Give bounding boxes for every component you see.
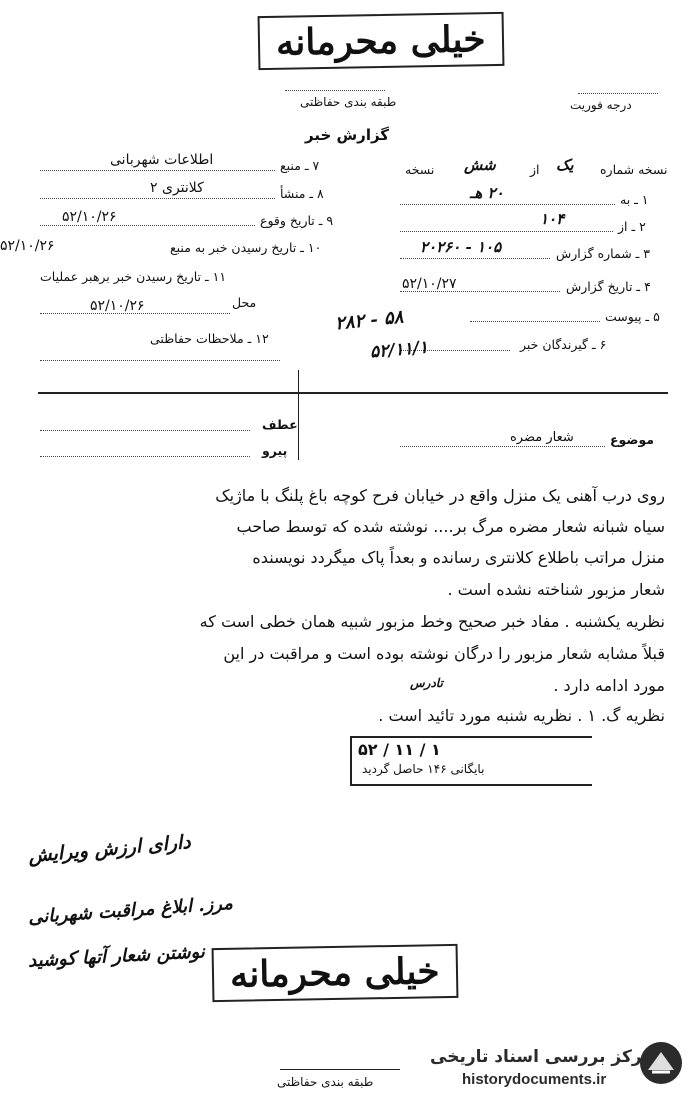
archive-stamp-date: ۵۲ / ۱۱ / ۱ <box>358 740 441 759</box>
atf-label: عطف <box>262 417 298 432</box>
watermark-url: historydocuments.ir <box>462 1071 607 1088</box>
field-from-line <box>400 231 613 232</box>
handwritten-date: ۵۲/۱۱/۱ <box>369 337 429 363</box>
subject-label: موضوع <box>610 432 655 447</box>
priority-label: درجه فوریت <box>570 98 632 112</box>
report-date-value: ۵۲/۱۰/۲۷ <box>402 276 457 292</box>
body-line-5: نظریه یکشنبه . مفاد خبر صحیح وخط مزبور شبیه همان خطی است که <box>199 612 665 631</box>
body-line-1: روی درب آهنی یک منزل واقع در خیابان فرح کوچه باغ پلنگ با ماژیک <box>215 486 665 505</box>
attachment-label: ۵ ـ پیوست <box>605 309 660 324</box>
origin-line <box>40 198 275 199</box>
body-line-2: سیاه شبانه شعار مضره مرگ بر.... نوشته شده که توسط صاحب <box>236 517 665 536</box>
source-value: اطلاعات شهربانی <box>110 152 214 168</box>
field-to-value: ۲۰ هـ <box>470 184 504 202</box>
place-value: ۵۲/۱۰/۲۶ <box>90 298 145 314</box>
body-line-4: شعار مزبور شناخته نشده است . <box>447 580 665 599</box>
occurrence-date-line <box>40 225 255 226</box>
column-divider <box>298 370 299 460</box>
peyro-line <box>40 456 250 457</box>
origin-value: کلانتری ۲ <box>150 180 204 196</box>
copy-number-label: نسخه شماره <box>600 162 668 177</box>
report-number-label: ۳ ـ شماره گزارش <box>556 246 651 261</box>
attachment-line <box>470 321 600 322</box>
field-from-value: ۱۰۴ <box>540 210 565 228</box>
bottom-classification-stamp: خیلی محرمانه <box>212 944 458 1002</box>
atf-line <box>40 430 250 431</box>
archive-stamp-text: بایگانی ۱۴۶ حاصل گردید <box>362 762 485 776</box>
source-received-date-label: ۱۰ ـ تاریخ رسیدن خبر به منبع <box>170 240 322 255</box>
subject-line <box>400 446 605 447</box>
handwritten-note-1: دارای ارزش ویرایش <box>27 830 192 868</box>
watermark-title: مرکز بررسی اسناد تاریخی <box>430 1047 653 1067</box>
place-label: محل <box>232 295 257 310</box>
occurrence-date-label: ۹ ـ تاریخ وقوع <box>260 213 334 228</box>
footer-classification-label: طبقه بندی حفاظتی <box>277 1075 374 1089</box>
operations-received-date-label: ۱۱ ـ تاریخ رسیدن خبر برهبر عملیات <box>40 269 227 284</box>
body-line-7: مورد ادامه دارد . <box>553 676 665 695</box>
source-received-date-value: ۵۲/۱۰/۲۶ <box>0 238 55 254</box>
origin-label: ۸ ـ منشأ <box>280 186 324 201</box>
occurrence-date-value: ۵۲/۱۰/۲۶ <box>62 209 117 225</box>
source-line <box>40 170 275 171</box>
copy-suffix-label: نسخه <box>405 162 435 177</box>
body-line-3: منزل مراتب باطلاع کلانتری رسانده و بعداً پاک میگردد نویسنده <box>252 548 665 567</box>
body-line-8: نظریه گ. ۱ . نظریه شنبه مورد تائید است . <box>378 706 665 725</box>
copy-of-label: از <box>530 162 540 177</box>
report-number-line <box>400 258 550 259</box>
body-annotation: تادرس <box>410 676 443 690</box>
security-notes-line-1 <box>40 360 280 361</box>
body-line-6: قبلاً مشابه شعار مزبور را درگان نوشته بوده است و مراقبت در این <box>223 644 665 663</box>
report-date-label: ۴ ـ تاریخ گزارش <box>566 279 651 294</box>
source-label: ۷ ـ منبع <box>280 158 320 173</box>
copy-number-value: یک <box>556 156 574 174</box>
handwritten-note-2: مرز. ابلاغ‌ مراقبت شهربانی <box>27 892 234 929</box>
handwritten-note-3: نوشتن شعار آتها کوشید <box>27 941 206 972</box>
footer-line <box>280 1069 400 1070</box>
recipients-label: ۶ ـ گیرندگان خبر <box>520 337 607 352</box>
field-to-label: ۱ ـ به <box>620 192 649 207</box>
peyro-label: پیرو <box>262 443 288 458</box>
top-classification-label: طبقه بندی حفاظتی <box>300 95 397 109</box>
report-number-value: ۲۰۲۶۰ - ۱۰۵ <box>420 238 502 256</box>
security-notes-label: ۱۲ ـ ملاحظات حفاظتی <box>150 331 269 346</box>
recipients-value: ۲۸۲ - ۵۸ <box>334 306 405 335</box>
top-classification-stamp: خیلی محرمانه <box>258 12 504 70</box>
section-divider <box>38 392 668 394</box>
classification-line <box>285 90 385 91</box>
archive-stamp <box>350 736 592 786</box>
report-title: گزارش خبر <box>305 126 390 144</box>
priority-line <box>578 93 658 94</box>
copy-of-value: شش <box>464 156 496 174</box>
subject-value: شعار مضره <box>510 430 574 445</box>
field-from-label: ۲ ـ از <box>618 219 646 234</box>
field-to-line <box>400 204 615 205</box>
